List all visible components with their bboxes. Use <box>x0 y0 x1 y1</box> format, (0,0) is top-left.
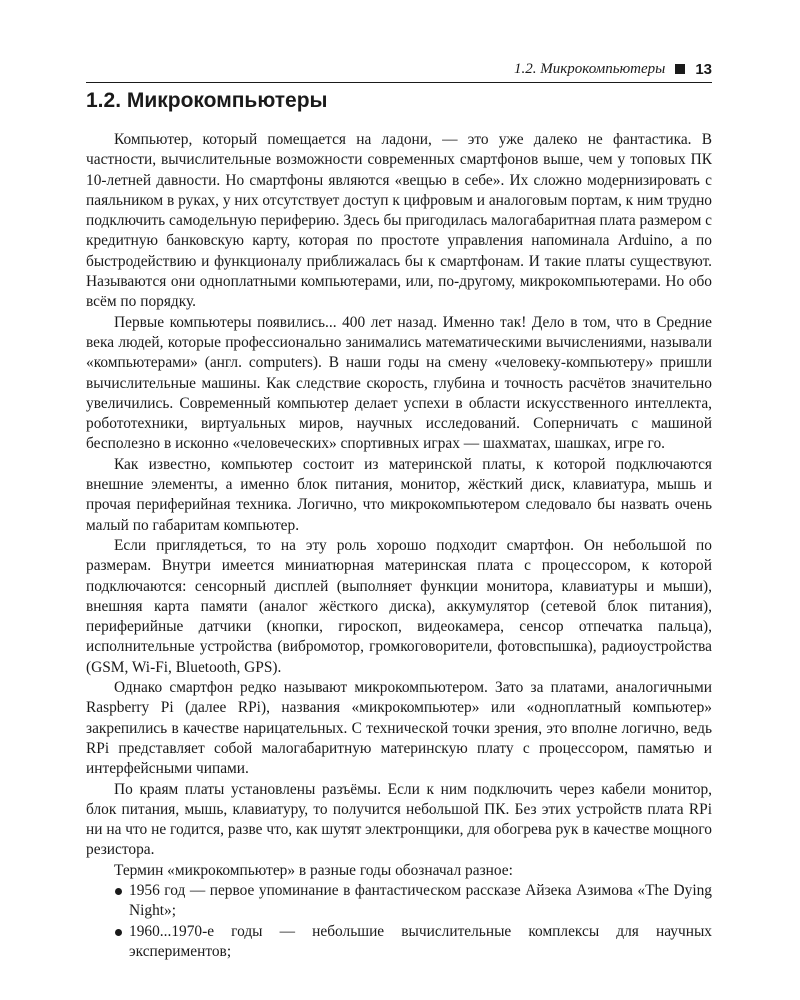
bullet-dot-icon <box>115 929 122 936</box>
header-rule <box>86 82 712 83</box>
square-bullet-icon <box>675 64 685 74</box>
paragraph: Однако смартфон редко называют микрокомпьютером. Зато за платами, аналогичными Raspberry Pi (далее RPi), названия «микрокомпьютер» или «одноплатный компьютер» закрепились в качестве нарицательных. С технической точки зрения, это вполне логично, ведь RPi представляет собой малогабаритную материнскую плату с процессором, памятью и интерфейсными чипами. <box>86 679 712 778</box>
list-item-text: 1960...1970-е годы — небольшие вычислительные комплексы для научных экспериментов; <box>129 922 712 960</box>
page-number: 13 <box>695 60 712 78</box>
paragraph: Первые компьютеры появились... 400 лет назад. Именно так! Дело в том, что в Средние века людей, которые профессионально занимались математическими вычислениями, называли «компьютерами» (англ. computers). В наши годы на смену «человеку-компьютеру» пришли вычислительные машины. Как следствие скорость, глубина и точность расчётов значительно увеличились. Современный компьютер делает успехи в области искусственного интеллекта, робототехники, виртуальных миров, научных исследований. Соперничать с машиной бесполезно в исконно «человеческих» спортивных играх — шахматах, шашках, игре го. <box>86 313 712 453</box>
paragraph: Как известно, компьютер состоит из материнской платы, к которой подключаются внешние элементы, а именно блок питания, монитор, жёсткий диск, клавиатура, мышь и прочая периферийная техника. Логично, что микрокомпьютером следовало бы назвать очень малый по габаритам компьютер. <box>86 455 712 534</box>
paragraph: Если приглядеться, то на эту роль хорошо подходит смартфон. Он небольшой по размерам. Внутри имеется миниатюрная материнская плата с процессором, к которой подключаются: сенсорный дисплей (выполняет функции монитора, клавиатуры и мыши), внешняя карта памяти (аналог жёсткого диска), аккумулятор (сетевой блок питания), периферийные датчики (кнопки, гироскоп, видеокамера, сенсор отпечатка пальца), исполнительные устройства (вибромотор, громкоговорители, фотовспышка), радиоустройства (GSM, Wi-Fi, Bluetooth, GPS). <box>86 536 712 676</box>
list-item <box>86 881 712 922</box>
section-title: 1.2. Микрокомпьютеры <box>86 89 328 112</box>
paragraph: Термин «микрокомпьютер» в разные годы обозначал разное: <box>114 861 513 879</box>
list-item <box>86 922 712 963</box>
paragraph: Компьютер, который помещается на ладони, — это уже далеко не фантастика. В частности, вычислительные возможности современных смартфонов выше, чем у топовых ПК 10-летней давности. Но смартфоны являются «вещью в себе». Их сложно модернизировать с паяльником в руках, у них отсутствует доступ к цифровым и аналоговым портам, к ним трудно подключить самодельную периферию. Здесь бы пригодилась малогабаритная плата размером с кредитную банковскую карту, которая по простоте управления напоминала Arduino, а по быстродействию и функционалу приближалась бы к смартфонам. И такие платы существуют. Называются они одноплатными компьютерами, или, по-другому, микрокомпьютерами. Но обо всём по порядку. <box>86 131 712 311</box>
list-item-text: 1956 год — первое упоминание в фантастическом рассказе Айзека Азимова «The Dying Night»; <box>129 881 712 920</box>
running-header <box>86 58 712 80</box>
bullet-list <box>86 881 712 962</box>
bullet-dot-icon <box>115 888 122 895</box>
paragraph: По краям платы установлены разъёмы. Если к ним подключить через кабели монитор, блок питания, мышь, клавиатуру, то получится небольшой ПК. Без этих устройств плата RPi ни на что не годится, разве что, как шутят электронщики, для обогрева рук в качестве мощного резистора. <box>86 780 712 859</box>
body-text <box>86 130 712 962</box>
running-title: 1.2. Микрокомпьютеры <box>514 60 666 77</box>
